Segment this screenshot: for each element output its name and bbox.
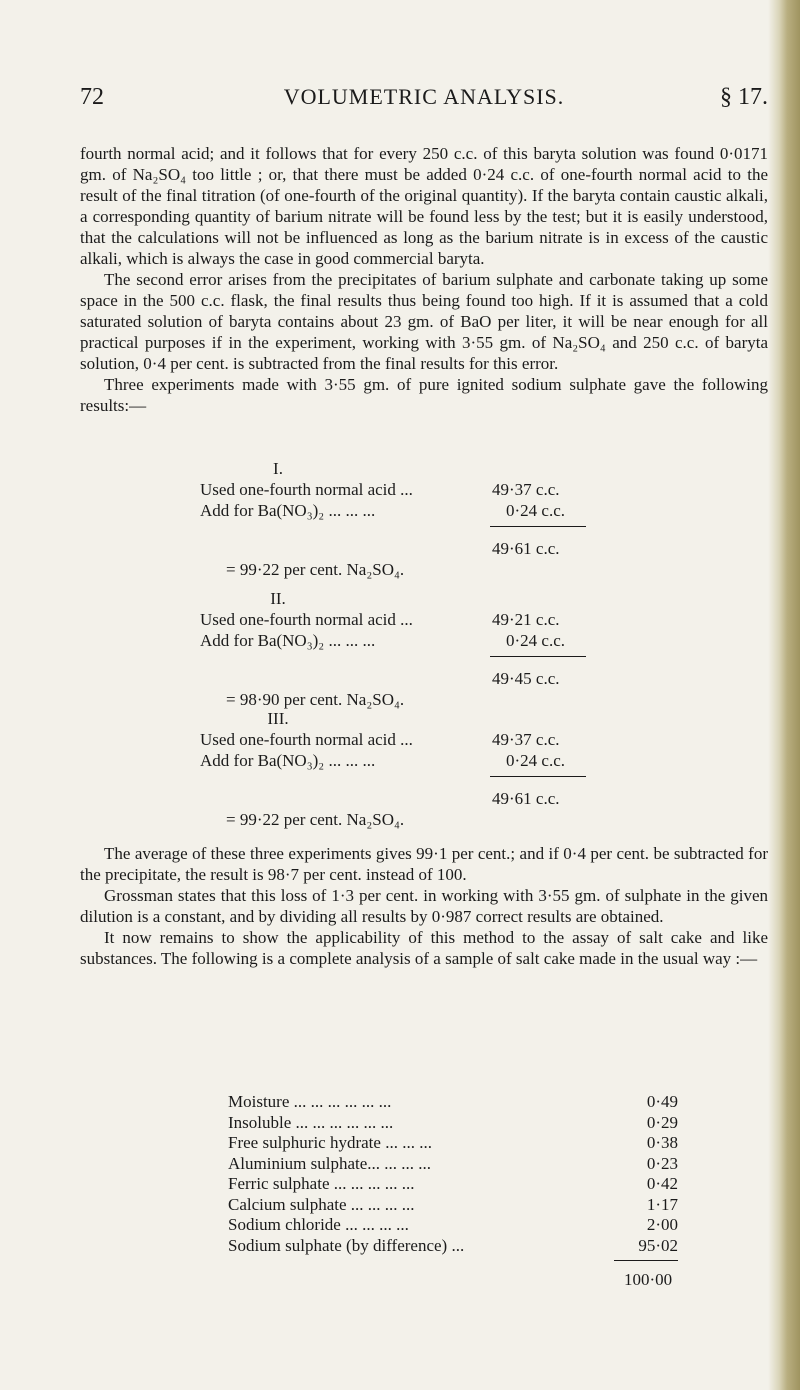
component-value: 0·29 xyxy=(646,1112,678,1132)
component-name: Calcium sulphate ... ... ... ... xyxy=(228,1194,415,1214)
experiment-baryta-line: Add for Ba(NO₃)₂ ... ... ... xyxy=(200,751,376,770)
experiment-baryta-value: 0·24 c.c. xyxy=(506,501,566,520)
component-value: 1·17 xyxy=(646,1194,678,1214)
experiment-acid-line: Used one-fourth normal acid ... xyxy=(200,610,413,629)
experiment-acid-value: 49·37 c.c. xyxy=(492,480,560,499)
paragraph-6: It now remains to show the applicability of this method to the assay of salt cake and like substances. The following is a complete analysis of a sample of salt cake made in the usual way :— xyxy=(80,928,768,968)
page-header xyxy=(80,84,768,114)
experiment-acid-value: 49·21 c.c. xyxy=(492,610,560,629)
table-row xyxy=(228,1133,678,1154)
paragraph-1: fourth normal acid; and it follows that for every 250 c.c. of this baryta solution was found 0·0171 gm. of Na₂SO₄ too little ; or, that there must be added 0·24 c.c. of one-fourth normal acid to the result of the final titration (of one-fourth of the original quantity). If the baryta contain caustic alkali, a corresponding quantity of barium nitrate will be found less by the test; but it is easily understood, that the calculations will not be influenced as long as the barium nitrate is in excess of the caustic alkali, which is always the case in good commercial baryta. xyxy=(80,144,768,268)
experiment-baryta-line: Add for Ba(NO₃)₂ ... ... ... xyxy=(200,631,376,650)
table-row xyxy=(228,1174,678,1195)
experiment-acid-line: Used one-fourth normal acid ... xyxy=(200,730,413,749)
table-row xyxy=(228,1154,678,1175)
sum-rule xyxy=(490,776,586,777)
experiment-label: II. xyxy=(270,589,286,608)
component-value: 0·49 xyxy=(646,1092,678,1111)
table-row xyxy=(228,1113,678,1134)
component-value: 0·42 xyxy=(646,1174,678,1193)
running-head: VOLUMETRIC ANALYSIS. xyxy=(283,84,565,109)
paragraph-4: The average of these three experiments gives 99·1 per cent.; and if 0·4 per cent. be subtracted for the precipitate, the result is 98·7 per cent. instead of 100. xyxy=(80,844,768,884)
table-row xyxy=(228,1215,678,1236)
body-text-top xyxy=(80,143,768,416)
component-name: Aluminium sulphate... ... ... ... xyxy=(228,1153,432,1173)
component-value: 0·38 xyxy=(646,1133,678,1152)
total-rule xyxy=(614,1260,678,1261)
experiment-baryta-value: 0·24 c.c. xyxy=(506,631,566,650)
component-name: Moisture ... ... ... ... ... ... xyxy=(228,1092,392,1111)
component-value: 95·02 xyxy=(638,1235,678,1255)
paragraph-5: Grossman states that this loss of 1·3 per cent. in working with 3·55 gm. of sulphate in the given dilution is a constant, and by dividing all results by 0·987 correct results are obtained. xyxy=(80,886,768,926)
salt-cake-analysis-table xyxy=(228,1092,678,1289)
sum-rule xyxy=(490,526,586,527)
component-name: Sodium sulphate (by difference) ... xyxy=(228,1235,465,1255)
sum-rule xyxy=(490,656,586,657)
section-marker: § 17. xyxy=(720,84,768,110)
component-name: Free sulphuric hydrate ... ... ... xyxy=(228,1133,432,1152)
experiment-acid-value: 49·37 c.c. xyxy=(492,730,560,749)
component-name: Ferric sulphate ... ... ... ... ... xyxy=(228,1174,415,1193)
experiment-total: 49·61 c.c. xyxy=(492,539,560,558)
component-name: Sodium chloride ... ... ... ... xyxy=(228,1215,409,1234)
body-text-bottom xyxy=(80,843,768,969)
experiment-acid-line: Used one-fourth normal acid ... xyxy=(200,480,413,499)
analysis-total: 100·00 xyxy=(624,1270,673,1289)
experiment-baryta-line: Add for Ba(NO₃)₂ ... ... ... xyxy=(200,501,376,520)
component-value: 0·23 xyxy=(646,1153,678,1173)
page-number: 72 xyxy=(80,84,104,110)
experiment-baryta-value: 0·24 c.c. xyxy=(506,751,566,770)
experiment-result: = 99·22 per cent. Na₂SO₄. xyxy=(226,810,405,829)
component-value: 2·00 xyxy=(646,1215,678,1234)
page-edge-shadow xyxy=(768,0,800,1390)
component-name: Insoluble ... ... ... ... ... ... xyxy=(228,1112,394,1132)
table-row xyxy=(228,1092,678,1113)
paragraph-2: The second error arises from the precipitates of barium sulphate and carbonate taking up some space in the 500 c.c. flask, the final results thus being found too high. If it is assumed that a cold saturated solution of baryta contains about 23 gm. of BaO per liter, it will be near enough for all practical purposes if in the experiment, working with 3·55 gm. of Na₂SO₄ and 250 c.c. of baryta solution, 0·4 per cent. is subtracted from the final results for this error. xyxy=(80,270,768,373)
paragraph-3: Three experiments made with 3·55 gm. of pure ignited sodium sulphate gave the following results:— xyxy=(80,375,768,415)
experiment-label: III. xyxy=(267,709,289,728)
table-row xyxy=(228,1236,678,1257)
experiment-label: I. xyxy=(273,459,283,478)
table-row xyxy=(228,1195,678,1216)
experiment-total: 49·61 c.c. xyxy=(492,789,560,808)
experiment-result: = 99·22 per cent. Na₂SO₄. xyxy=(226,560,405,579)
experiment-total: 49·45 c.c. xyxy=(492,669,560,688)
experiment-result: = 98·90 per cent. Na₂SO₄. xyxy=(226,690,405,709)
